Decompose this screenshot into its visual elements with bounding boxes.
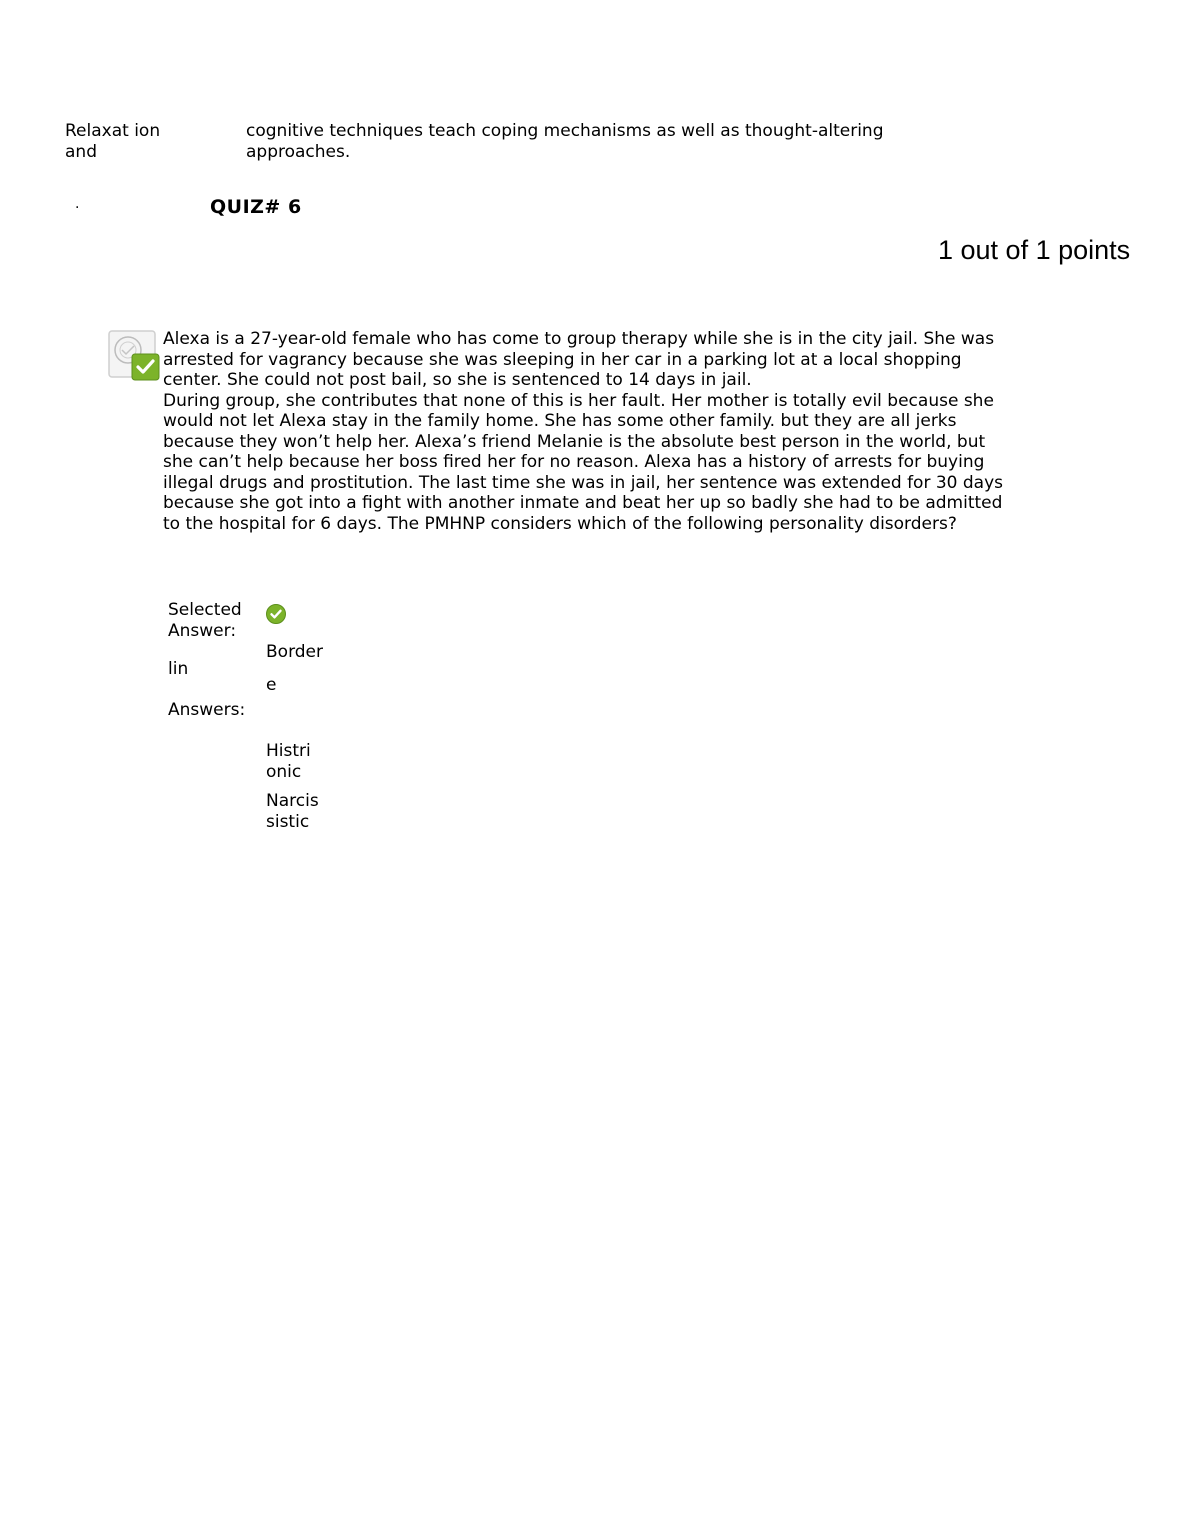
selected-answer-label-line2: Answer: bbox=[168, 621, 237, 641]
previous-answer-label: Relaxat ion and bbox=[65, 121, 161, 162]
check-circle-icon bbox=[266, 604, 286, 624]
selected-answer-value-line1: Border bbox=[266, 642, 323, 662]
answer-option-narcissistic-line2: sistic bbox=[266, 812, 310, 832]
points-score: 1 out of 1 points bbox=[938, 235, 1131, 265]
correct-status-icon-graphic bbox=[108, 330, 160, 382]
selected-answer-label-line1: Selected bbox=[168, 600, 242, 620]
question-text bbox=[163, 329, 1013, 534]
answer-option-histrionic-line1: Histri bbox=[266, 741, 311, 761]
answer-option-narcissistic-line1: Narcis bbox=[266, 791, 319, 811]
quiz-title: QUIZ# 6 bbox=[210, 196, 302, 218]
selected-answer-fragment: lin bbox=[168, 659, 189, 679]
bullet-marker: · bbox=[75, 200, 80, 216]
question-paragraph-1: Alexa is a 27-year-old female who has come to group therapy while she is in the city jail. She was arrested for vagrancy because she was sleeping in her car in a parking lot at a local shopping center. She could not post bail, so she is sentenced to 14 days in jail. bbox=[163, 329, 995, 390]
correct-status-icon bbox=[108, 330, 160, 382]
answers-label: Answers: bbox=[168, 700, 246, 720]
previous-answer-text: cognitive techniques teach coping mechanisms as well as thought-altering approaches. bbox=[246, 121, 884, 162]
answer-option-histrionic-line2: onic bbox=[266, 762, 302, 782]
check-circle-icon-graphic bbox=[266, 604, 286, 624]
selected-answer-value-line2: e bbox=[266, 675, 277, 695]
question-paragraph-2: During group, she contributes that none of this is her fault. Her mother is totally evil because she would not let Alexa stay in the family home. She has some other family. but they are all jerks because they won’t help her. Alexa’s friend Melanie is the absolute best person in the world, but she can’t help because her boss fired her for no reason. Alexa has a history of arrests for buying illegal drugs and prostitution. The last time she was in jail, her sentence was extended for 30 days because she got into a fight with another inmate and beat her up so badly she had to be admitted to the hospital for 6 days. The PMHNP considers which of the following personality disorders? bbox=[163, 390, 1004, 534]
